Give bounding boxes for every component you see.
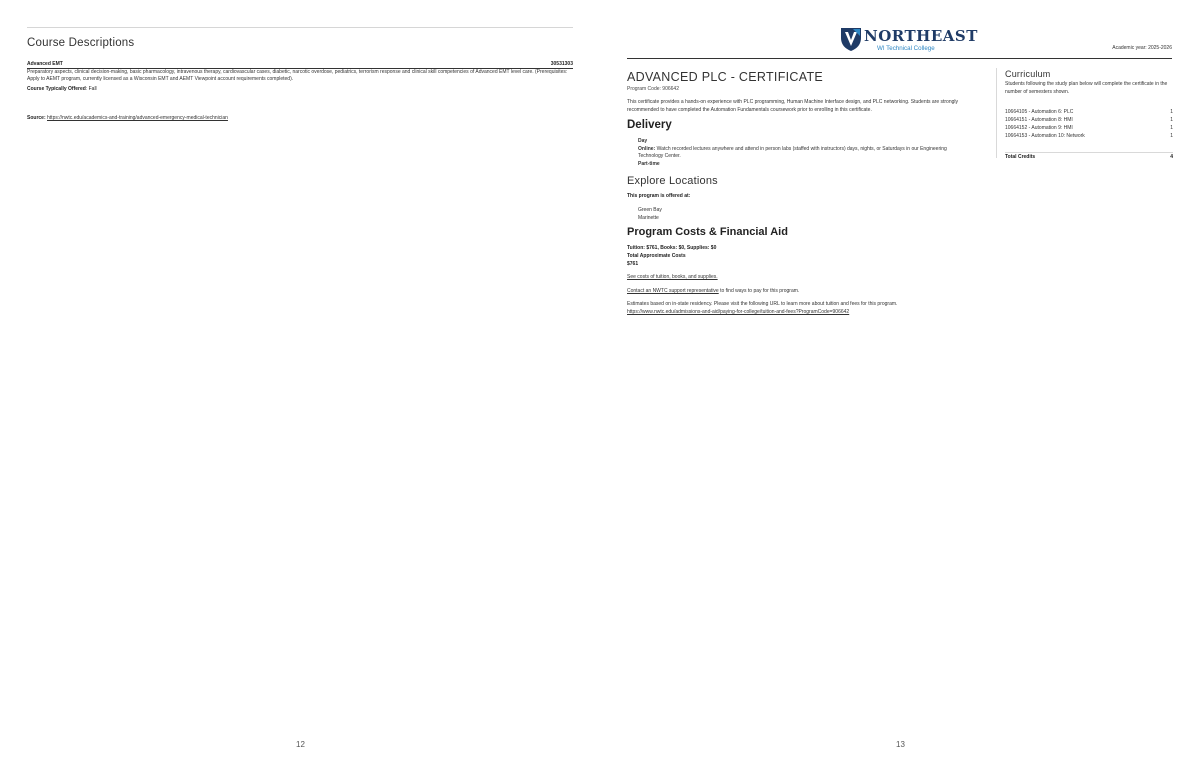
costs-block <box>627 245 716 268</box>
course-label: 10664105 - Automation 6: PLC <box>1005 109 1074 115</box>
offered-label: Course Typically Offered <box>27 86 86 92</box>
curriculum-sidebar <box>996 68 1173 158</box>
locations-list <box>638 206 662 222</box>
logo-wordmark: NORTHEAST <box>864 27 978 45</box>
curriculum-total <box>1005 152 1173 160</box>
course-credits: 1 <box>1170 133 1173 139</box>
curriculum-row <box>1005 108 1173 116</box>
program-description: This certificate provides a hands-on experience with PLC programming, Human Machine Interface design, and PLC networking. Students are strongly recommended to have completed the Automation Fundamentals coursework prior to enrolling in this certificate. <box>627 99 959 113</box>
curriculum-heading: Curriculum <box>1005 69 1051 79</box>
course-credits: 1 <box>1170 125 1173 131</box>
delivery-day: Day <box>638 138 648 144</box>
section-heading: Course Descriptions <box>27 37 135 49</box>
source-line <box>27 115 228 121</box>
contact-link[interactable]: Contact an NWTC support representative <box>627 288 719 294</box>
course-label: 10664152 - Automation 9: HMI <box>1005 125 1073 131</box>
offered-value: : Fall <box>85 86 97 92</box>
academic-year: Academic year: 2025-2026 <box>1112 45 1172 51</box>
delivery-block <box>638 138 968 168</box>
header-rule <box>627 58 1172 59</box>
page-number: 13 <box>896 740 905 749</box>
shield-v-logo-icon <box>840 26 862 52</box>
right-page <box>600 0 1200 776</box>
delivery-online <box>638 146 968 161</box>
location-item: Green Bay <box>638 207 662 213</box>
program-title: ADVANCED PLC - CERTIFICATE <box>627 70 824 84</box>
total-credits-label: Total Credits <box>1005 154 1036 160</box>
logo-subtitle: WI Technical College <box>877 45 935 52</box>
estimates-link[interactable]: https://www.nwtc.edu/admissions-and-aid/paying-for-college/tuition-and-fees?ProgramCode=906642 <box>627 309 850 315</box>
course-credits: 1 <box>1170 117 1173 123</box>
curriculum-intro: Students following the study plan below will complete the certificate in the number of semesters shown. <box>1005 81 1168 95</box>
contact-rest: to find ways to pay for this program. <box>718 288 800 294</box>
cost-total-value: $761 <box>627 260 639 267</box>
delivery-parttime: Part-time <box>638 160 660 167</box>
course-credits: 1 <box>1170 109 1173 115</box>
costs-heading: Program Costs & Financial Aid <box>627 226 788 238</box>
course-code: 30531303 <box>550 61 573 67</box>
estimates-text: Estimates based on in-state residency. Please visit the following URL to learn more about tuition and fees for this program. <box>627 301 898 307</box>
course-label: 10664151 - Automation 8: HMI <box>1005 117 1073 123</box>
online-label: Online: <box>638 145 656 152</box>
see-costs-line <box>627 274 718 280</box>
course-header <box>27 61 573 69</box>
see-costs-link[interactable]: See costs of tuition, books, and supplies. <box>627 274 718 280</box>
course-offered <box>27 86 97 92</box>
course-label: 10664153 - Automation 10: Network <box>1005 133 1085 139</box>
offered-at: This program is offered at: <box>627 193 691 199</box>
total-credits-value: 4 <box>1170 154 1173 160</box>
cost-breakdown: Tuition: $761, Books: $0, Supplies: $0 <box>627 245 717 251</box>
cost-total-label: Total Approximate Costs <box>627 252 686 259</box>
contact-line <box>627 288 799 294</box>
page-number: 12 <box>296 740 305 749</box>
curriculum-row <box>1005 124 1173 132</box>
source-label: Source: <box>27 115 46 121</box>
program-code: Program Code: 906642 <box>627 86 679 92</box>
curriculum-row <box>1005 116 1173 124</box>
estimates-block <box>627 300 1007 316</box>
top-rule <box>27 27 573 28</box>
source-link[interactable]: https://nwtc.edu/academics-and-training/advanced-emergency-medical-technician <box>47 115 228 121</box>
delivery-heading: Delivery <box>627 119 672 131</box>
course-name: Advanced EMT <box>27 61 63 67</box>
explore-heading: Explore Locations <box>627 175 718 187</box>
course-description: Preparatory aspects, clinical decision-making, basic pharmacology, intravenous therapy, cardiovascular cases, diabetic, narcotic overdose, pediatrics, terrorism response and clinical skill competencies of Advanced EMT level care. (Prerequisites: Apply to AEMT program, currently licensed as a Wisconsin EMT and AEMT Viewpoint account requirements completed). <box>27 69 568 82</box>
location-item: Marinette <box>638 215 659 221</box>
college-logo <box>840 26 978 54</box>
curriculum-row <box>1005 132 1173 140</box>
online-text: Watch recorded lectures anywhere and attend in person labs (staffed with instructors) days, nights, or Saturdays in our Engineering Technology Center. <box>638 145 947 159</box>
curriculum-list <box>1005 108 1173 140</box>
